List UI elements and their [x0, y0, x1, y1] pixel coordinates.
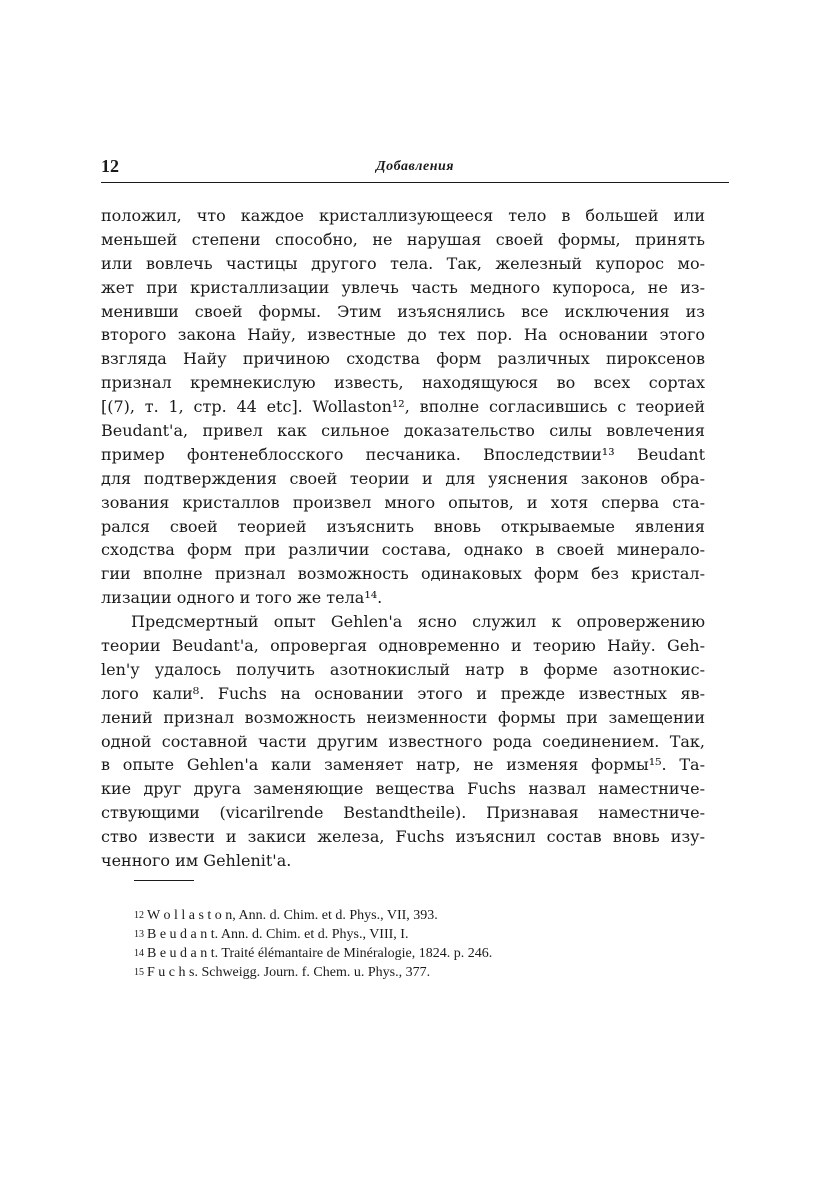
footnote: [134, 925, 694, 944]
text-line: гии вполне признал возможность одинаковых форм без кристал-: [101, 564, 705, 584]
text-line: одной составной части другим известного рода соединением. Так,: [101, 731, 705, 751]
text-line: меньшей степени способно, не нарушая своей формы, принять: [101, 229, 705, 249]
text-line: менивши своей формы. Этим изъяснялись все исключения из: [101, 301, 705, 321]
footnote-number: 12: [134, 910, 144, 921]
paragraph-2: [101, 610, 705, 873]
text-line: Предсмертный опыт Gehlen'a ясно служил к опровержению: [131, 612, 705, 632]
footnote-text: F u c h s. Schweigg. Journ. f. Chem. u. Phys., 377.: [147, 965, 431, 980]
text-line: лизации одного и того же тела¹⁴.: [101, 588, 383, 608]
text-line: рался своей теорией изъяснить вновь открываемые явления: [101, 516, 705, 536]
text-line: пример фонтенеблосского песчаника. Впоследствии¹³ Beudant: [101, 444, 705, 464]
text-line: зования кристаллов произвел много опытов, и хотя сперва ста-: [101, 492, 705, 512]
text-line: теории Beudant'a, опровергая одновременно и теорию Найу. Geh-: [101, 636, 705, 656]
footnote-text: W o l l a s t o n, Ann. d. Chim. et d. Phys., VII, 393.: [147, 908, 438, 923]
footnote-number: 15: [134, 967, 144, 978]
text-line: второго закона Найу, известные до тех пор. На основании этого: [101, 325, 705, 345]
text-line: [(7), т. 1, стр. 44 etc]. Wollaston¹², вполне согласившись с теорией: [101, 397, 705, 417]
text-line: жет при кристаллизации увлечь часть медного купороса, не из-: [101, 277, 705, 297]
footnotes: [134, 906, 694, 982]
page-number: 12: [101, 156, 119, 176]
text-line: ство извести и закиси железа, Fuchs изъяснил состав вновь изу-: [101, 827, 705, 847]
text-line: лений признал возможность неизменности формы при замещении: [101, 707, 705, 727]
text-line: ствующими (vicarilrende Bestandtheile). Признавая наместниче-: [101, 803, 705, 823]
footnote-number: 14: [134, 948, 144, 959]
text-line: для подтверждения своей теории и для уяснения законов обра-: [101, 468, 705, 488]
text-line: в опыте Gehlen'a кали заменяет натр, не изменяя формы¹⁵. Та-: [101, 755, 705, 775]
footnote: [134, 906, 694, 925]
footnote: [134, 944, 694, 963]
text-line: взгляда Найу причиною сходства форм различных пироксенов: [101, 349, 705, 369]
text-line: Beudant'a, привел как сильное доказательство силы вовлечения: [101, 421, 705, 441]
text-line: сходства форм при различии состава, однако в своей минерало-: [101, 540, 705, 560]
body-text: [101, 204, 705, 873]
text-line: положил, что каждое кристаллизующееся тело в большей или: [101, 206, 705, 225]
text-line: len'у удалось получить азотнокислый натр в форме азотнокис-: [101, 659, 705, 679]
text-line: лого кали⁸. Fuchs на основании этого и прежде известных яв-: [101, 683, 705, 703]
text-line: или вовлечь частицы другого тела. Так, железный купорос мо-: [101, 253, 705, 273]
footnote-number: 13: [134, 929, 144, 940]
text-line: ченного им Gehlenit'a.: [101, 851, 292, 871]
header-rule: [101, 182, 729, 183]
text-line: признал кремнекислую известь, находящуюся во всех сортах: [101, 373, 705, 393]
footnote-text: B e u d a n t. Ann. d. Chim. et d. Phys., VIII, I.: [147, 927, 409, 942]
footnote-text: B e u d a n t. Traité élémantaire de Minéralogie, 1824. p. 246.: [147, 946, 493, 961]
text-line: кие друг друга заменяющие вещества Fuchs назвал наместниче-: [101, 779, 705, 799]
running-title: Добавления: [376, 159, 454, 174]
footnote: [134, 963, 694, 982]
paragraph-1: [101, 204, 705, 610]
footnote-rule: [134, 880, 194, 881]
page-header: [101, 156, 729, 180]
